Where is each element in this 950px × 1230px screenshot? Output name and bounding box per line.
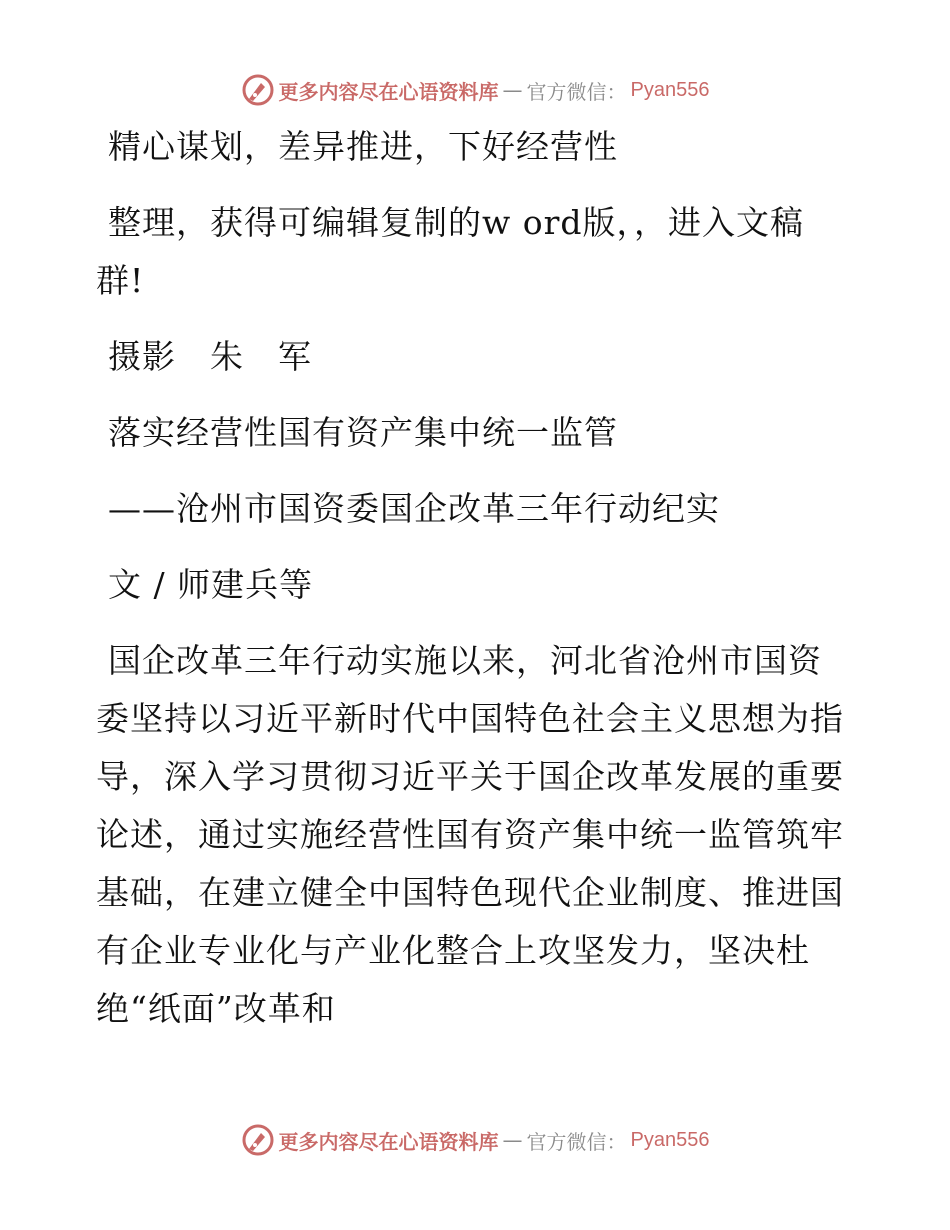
watermark-separator: — — [502, 1128, 523, 1152]
paragraph-line: 委坚持以习近平新时代中国特色社会主义思想为指 — [96, 699, 844, 738]
watermark-text: 更多内容尽在心语资料库 — [278, 79, 499, 104]
article-paragraph — [96, 632, 856, 1038]
document-heading: 精心谋划，差异推进，下好经营性 — [108, 127, 618, 166]
paragraph-line: 国企改革三年行动实施以来，河北省沧州市国资 — [108, 641, 822, 680]
pen-nib-logo-icon — [241, 73, 275, 107]
photo-credit: 摄影 朱 军 — [108, 337, 312, 376]
paragraph-line: 有企业专业化与产业化整合上攻坚发力，坚决杜 — [96, 931, 810, 970]
header-watermark — [0, 70, 950, 110]
note-line-2: 群! — [96, 261, 145, 300]
paragraph-line: 论述，通过实施经营性国有资产集中统一监管筑牢 — [96, 815, 844, 854]
paragraph-line: 基础，在建立健全中国特色现代企业制度、推进国 — [96, 873, 844, 912]
watermark-text: 更多内容尽在心语资料库 — [278, 1129, 499, 1154]
note-line-1: 整理，获得可编辑复制的w ord版，，进入文稿 — [108, 203, 805, 242]
paragraph-line: 绝“纸面”改革和 — [96, 989, 336, 1028]
watermark-wechat-id: Pyan556 — [630, 78, 710, 101]
footer-watermark — [0, 1120, 950, 1160]
article-subtitle: ——沧州市国资委国企改革三年行动纪实 — [108, 489, 720, 528]
document-body — [96, 118, 856, 1038]
watermark-wechat-label: 官方微信： — [526, 1129, 627, 1154]
article-title: 落实经营性国有资产集中统一监管 — [108, 413, 618, 452]
watermark-wechat-label: 官方微信： — [526, 79, 627, 104]
watermark-separator: — — [502, 78, 523, 102]
pen-nib-logo-icon — [241, 1123, 275, 1157]
watermark-wechat-id: Pyan556 — [630, 1128, 710, 1151]
article-author: 文 / 师建兵等 — [108, 565, 314, 604]
paragraph-line: 导，深入学习贯彻习近平关于国企改革发展的重要 — [96, 757, 844, 796]
